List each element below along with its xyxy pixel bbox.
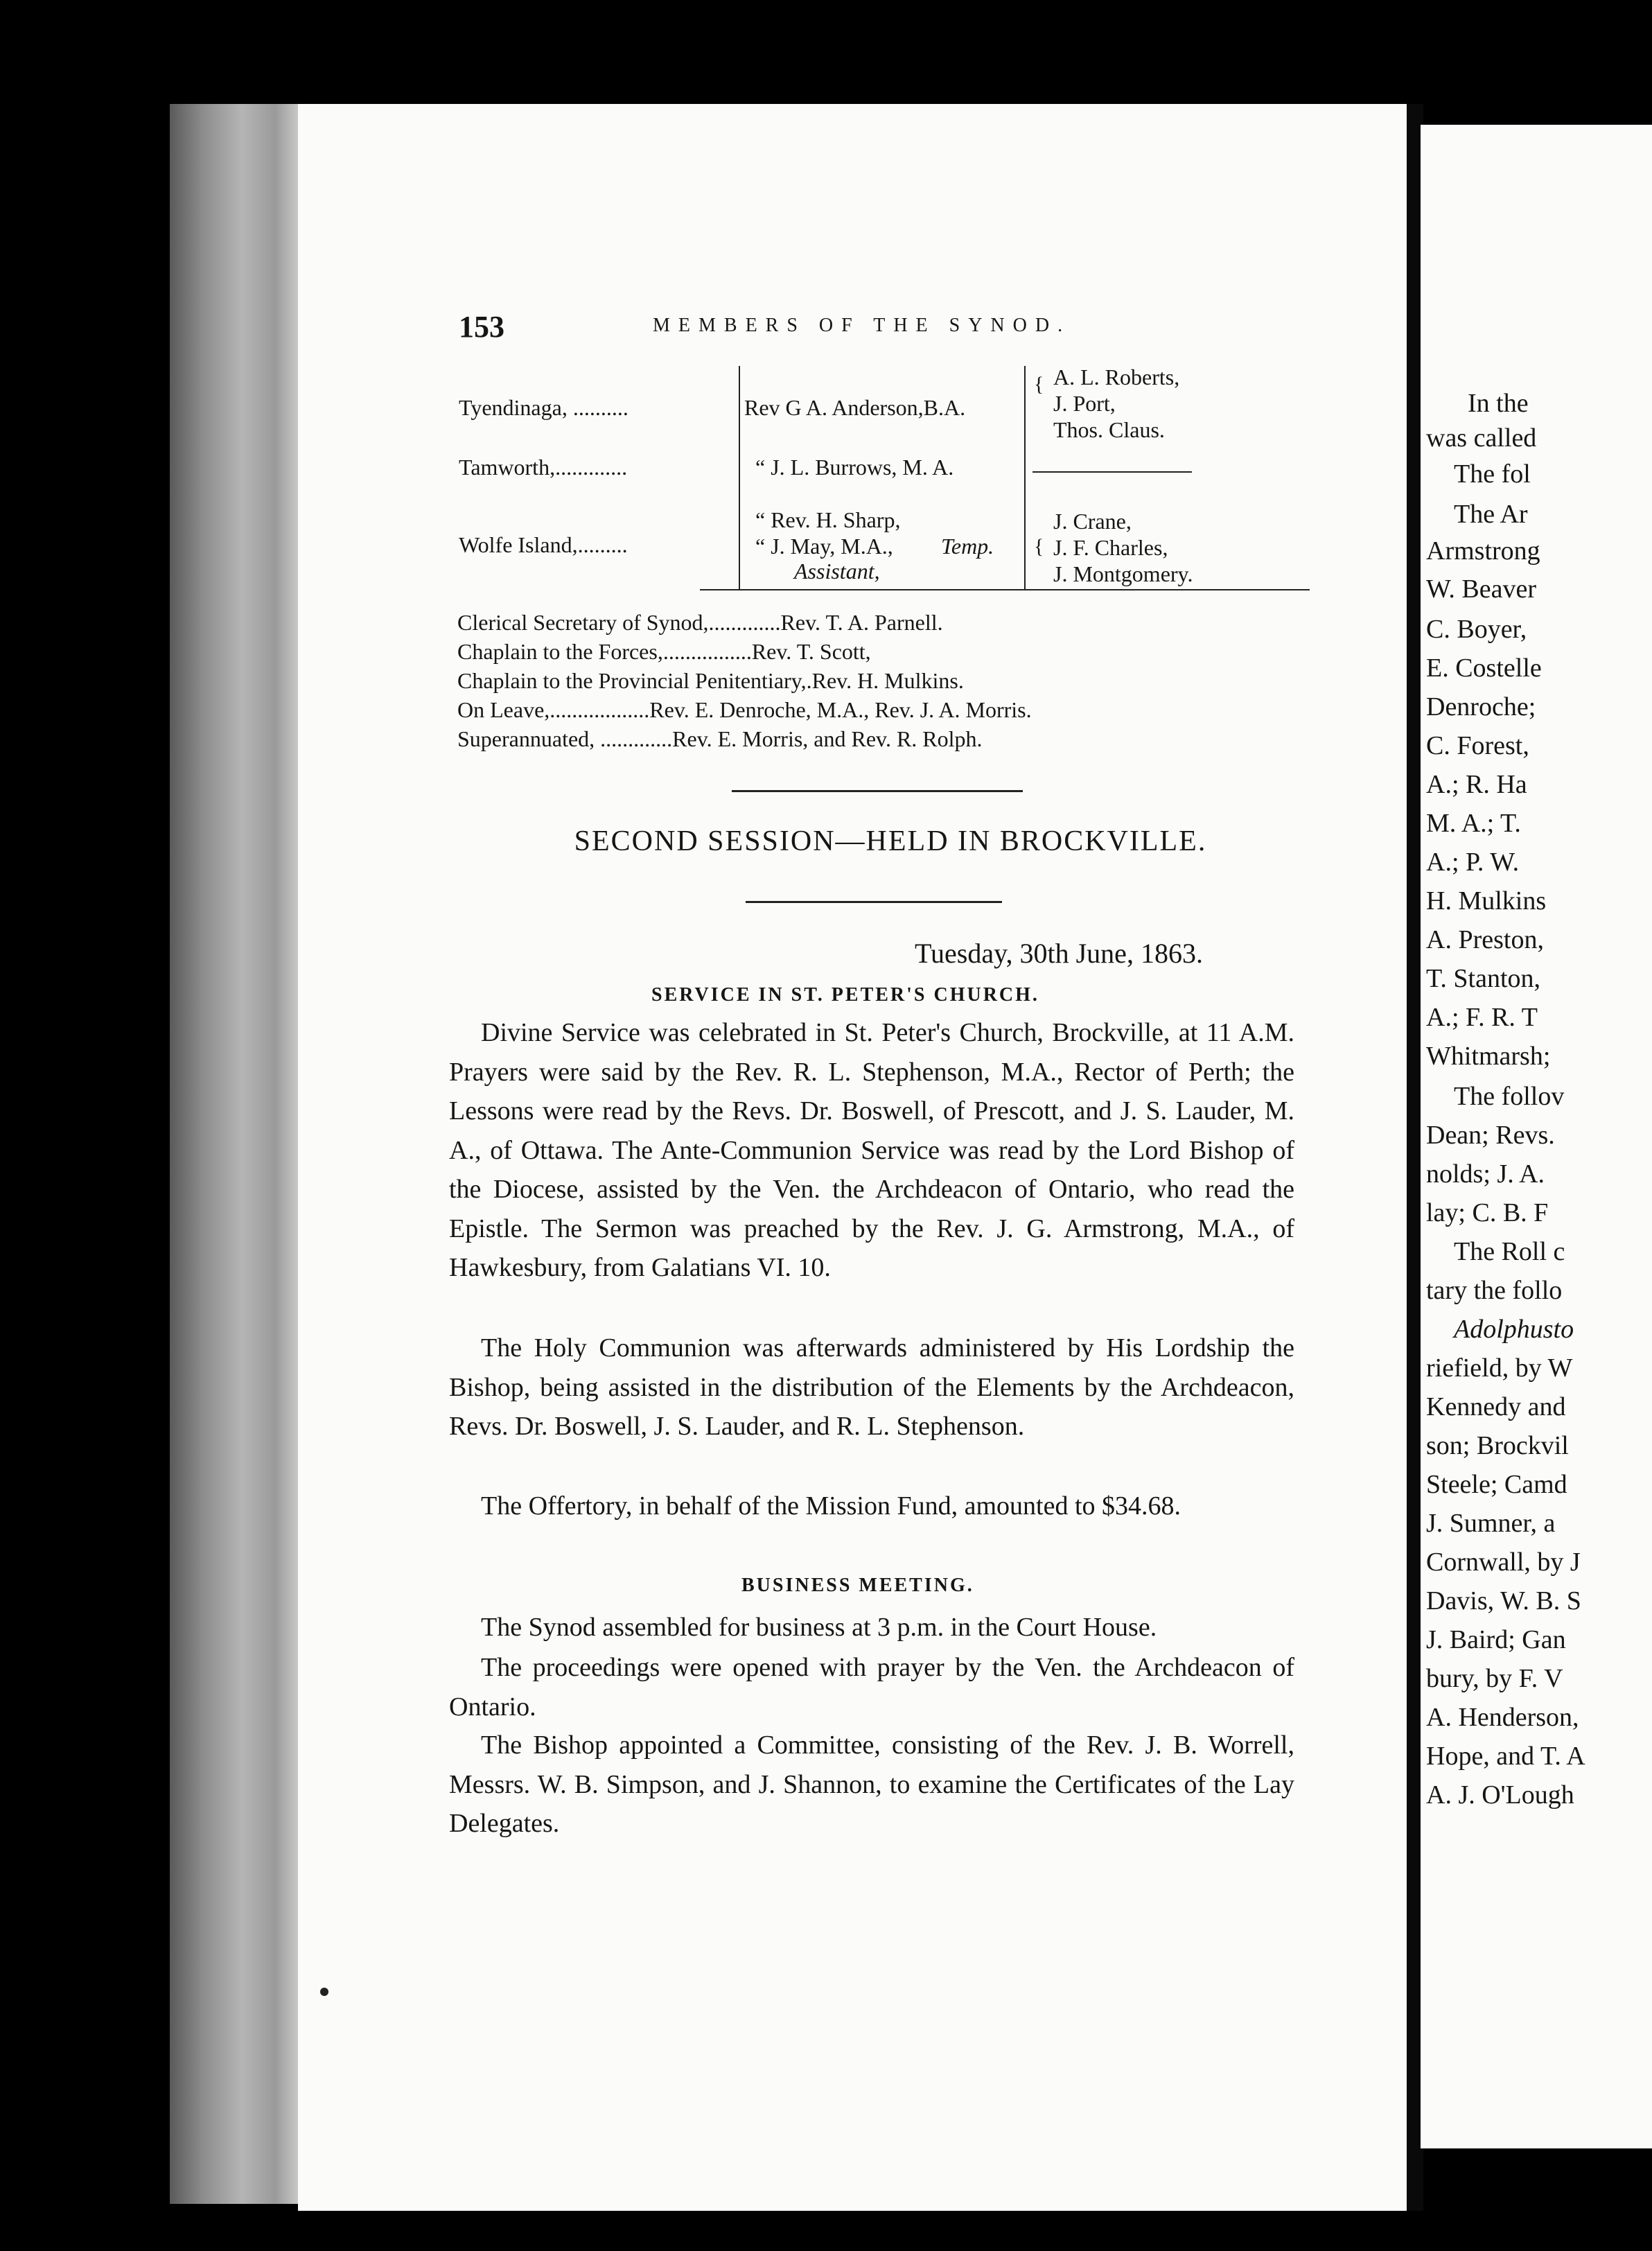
officer-line: Chaplain to the Forces,................Rev. T. Scott, — [457, 639, 871, 664]
right-line: The fol — [1454, 459, 1531, 489]
right-line: T. Stanton, — [1426, 964, 1541, 993]
right-line: Dean; Revs. — [1426, 1121, 1555, 1150]
right-line: A.; R. Ha — [1426, 770, 1527, 799]
paragraph-assembled: The Synod assembled for business at 3 p.m. in the Court House. — [481, 1613, 1157, 1642]
parish-name: Wolfe Island,......... — [459, 532, 628, 557]
section-rule — [732, 790, 1023, 792]
ink-spot — [320, 1988, 328, 1996]
officer-line: Clerical Secretary of Synod,.............Rev. T. A. Parnell. — [457, 610, 943, 635]
paragraph-divine-service: Divine Service was celebrated in St. Peter's Church, Brockville, at 11 A.M. Prayers were said by the Rev. R. L. Stephenson, M.A., Rector of Perth; the Lessons were read by the Revs. Dr. Boswell, of Prescott, and J. S. Lauder, M. A., of Ottawa. The Ante-Communion Service was read by the Lord Bishop of the Diocese, assisted by the Ven. the Archdeacon of Ontario, who read the Epistle. The Sermon was preached by the Rev. J. G. Armstrong, M.A., of Hawkesbury, from Galatians VI. 10. — [449, 1018, 1294, 1282]
right-line: bury, by F. V — [1426, 1664, 1563, 1693]
parish-table — [457, 366, 1310, 595]
lay-delegate: J. Port, — [1053, 391, 1116, 416]
lay-delegate: Thos. Claus. — [1053, 417, 1165, 442]
right-line: A. J. O'Lough — [1426, 1780, 1574, 1810]
clergy-name: “ J. L. Burrows, M. A. — [755, 455, 954, 480]
right-line: H. Mulkins — [1426, 886, 1547, 916]
synod-officers — [457, 610, 1324, 755]
session-date: Tuesday, 30th June, 1863. — [915, 938, 1203, 969]
clergy-note: Assistant, — [794, 559, 880, 584]
right-line: A. Preston, — [1426, 925, 1544, 954]
table-divider-lay — [1024, 366, 1026, 589]
officer-line: Superannuated, .............Rev. E. Morris, and Rev. R. Rolph. — [457, 726, 983, 751]
right-line: tary the follo — [1426, 1276, 1563, 1305]
right-line: Kennedy and — [1426, 1392, 1566, 1421]
right-line: Adolphusto — [1454, 1315, 1574, 1344]
session-title: SECOND SESSION—HELD IN BROCKVILLE. — [574, 825, 1207, 857]
parish-name: Tyendinaga, .......... — [459, 395, 629, 420]
right-line: A.; P. W. — [1426, 848, 1520, 877]
lay-delegate: A. L. Roberts, — [1053, 365, 1180, 389]
right-page — [1421, 125, 1652, 2148]
section-rule — [746, 901, 1002, 903]
officer-line: On Leave,..................Rev. E. Denroche, M.A., Rev. J. A. Morris. — [457, 697, 1032, 722]
page-number: 153 — [459, 310, 504, 344]
right-line: J. Baird; Gan — [1426, 1625, 1566, 1654]
page-header — [459, 309, 1290, 351]
right-line: lay; C. B. F — [1426, 1198, 1549, 1227]
right-line: son; Brockvil — [1426, 1431, 1569, 1460]
officer-line: Chaplain to the Provincial Penitentiary,.Rev. H. Mulkins. — [457, 668, 964, 693]
book-page-edge — [170, 104, 301, 2204]
right-line: nolds; J. A. — [1426, 1159, 1545, 1189]
right-line: In the — [1468, 389, 1529, 418]
clergy-note: Temp. — [941, 534, 994, 559]
right-line: C. Boyer, — [1426, 615, 1527, 644]
right-line: Davis, W. B. S — [1426, 1586, 1581, 1615]
paragraph-offertory: The Offertory, in behalf of the Mission Fund, amounted to $34.68. — [481, 1491, 1181, 1521]
lay-delegate: J. F. Charles, — [1053, 535, 1168, 560]
right-line: The Ar — [1454, 500, 1528, 529]
right-line: riefield, by W — [1426, 1354, 1573, 1383]
right-line: The Roll c — [1454, 1237, 1565, 1266]
right-line: The follov — [1454, 1082, 1565, 1111]
running-head: MEMBERS OF THE SYNOD. — [653, 315, 1071, 336]
right-line: Denroche; — [1426, 692, 1536, 721]
right-line: M. A.; T. — [1426, 809, 1521, 838]
right-line: J. Sumner, a — [1426, 1509, 1556, 1538]
right-line: Cornwall, by J — [1426, 1548, 1581, 1577]
clergy-name: “ Rev. H. Sharp, — [755, 507, 901, 532]
table-divider-clergy — [739, 366, 740, 589]
clergy-name: “ J. May, M.A., — [755, 534, 893, 559]
business-heading: BUSINESS MEETING. — [741, 1575, 974, 1596]
lay-delegate: J. Crane, — [1053, 509, 1132, 534]
clergy-name: Rev G A. Anderson,B.A. — [744, 395, 966, 420]
table-rule-tamworth — [1032, 471, 1192, 473]
right-line: A.; F. R. T — [1426, 1003, 1538, 1032]
right-line: Whitmarsh; — [1426, 1042, 1551, 1071]
right-line: Armstrong — [1426, 536, 1540, 566]
right-line: C. Forest, — [1426, 731, 1529, 760]
paragraph-committee: The Bishop appointed a Committee, consisting of the Rev. J. B. Worrell, Messrs. W. B. Simpson, and J. Shannon, to examine the Certificates of the Lay Delegates. — [449, 1731, 1294, 1838]
right-line: A. Henderson, — [1426, 1703, 1579, 1732]
service-heading: SERVICE IN ST. PETER'S CHURCH. — [651, 984, 1039, 1006]
parish-name: Tamworth,............. — [459, 455, 628, 480]
right-line: E. Costelle — [1426, 654, 1542, 683]
right-line: W. Beaver — [1426, 575, 1536, 604]
brace-symbol: { — [1034, 373, 1044, 396]
right-line: Hope, and T. A — [1426, 1742, 1585, 1771]
lay-delegate: J. Montgomery. — [1053, 561, 1193, 586]
paragraph-communion: The Holy Communion was afterwards administered by His Lordship the Bishop, being assisted in the distribution of the Elements by the Archdeacon, Revs. Dr. Boswell, J. S. Lauder, and R. L. Stephenson. — [449, 1333, 1294, 1441]
right-line: Steele; Camd — [1426, 1470, 1567, 1499]
right-line: was called — [1426, 423, 1537, 453]
brace-symbol: { — [1034, 535, 1044, 558]
paragraph-proceedings: The proceedings were opened with prayer by the Ven. the Archdeacon of Ontario. — [449, 1653, 1294, 1722]
table-bottom-rule — [700, 589, 1310, 590]
